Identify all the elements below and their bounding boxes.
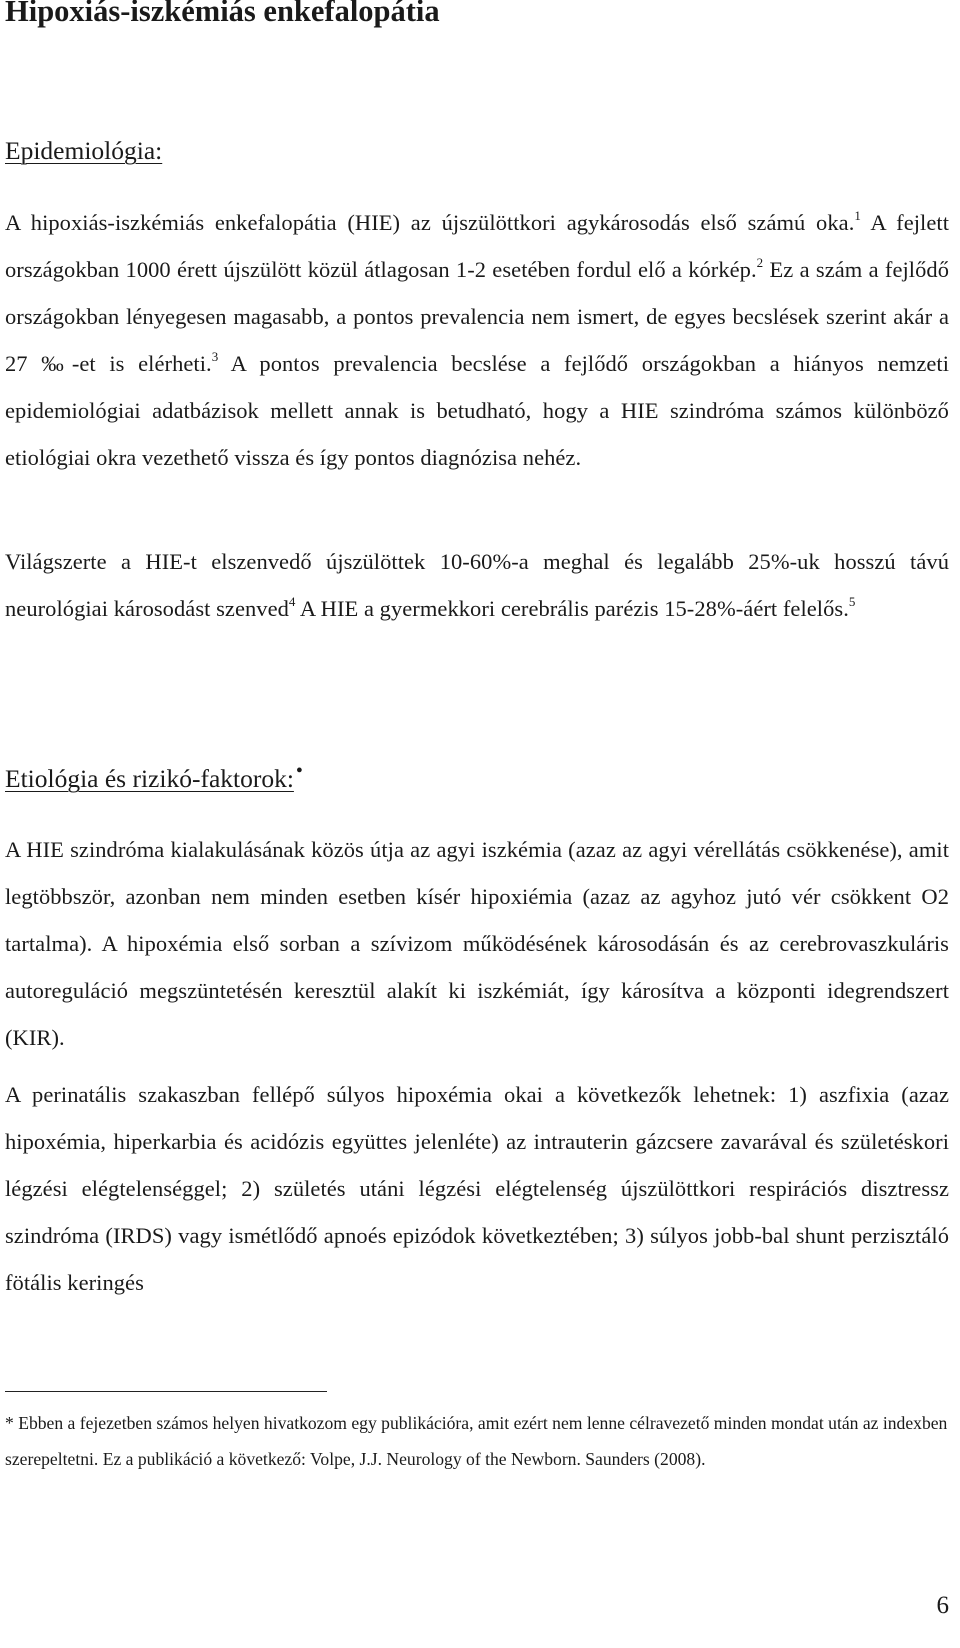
paragraph-epidemiology-2: Világszerte a HIE-t elszenvedő újszülöttek 10-60%-a meghal és legalább 25%-uk hosszú távú neurológiai károsodást szenved$^4$ A HIE a gyermekkori cerebrális parézis 15-28%-áért felelős.$^5$	[5, 549, 949, 621]
footnote-divider	[5, 1391, 327, 1392]
paragraph-epidemiology-1: A hipoxiás-iszkémiás enkefalopátia (HIE) az újszülöttkori agykárosodás első számú oka.$^1$ A fejlett országokban 1000 érett újszülött közül átlagosan 1-2 esetében fordul elő a kórkép.$^2$ Ez a szám a fejlődő országokban lényegesen magasabb, a pontos prevalencia nem ismert, de egyes becslések szerint akár a 27 ‰-et is elérheti.$^3$ A pontos prevalencia becslése a fejlődő országokban a hiányos nemzeti epidemiológiai adatbázisok mellett annak is betudható, hogy a HIE szindróma számos különböző etiológiai okra vezethető vissza és így pontos diagnózisa nehéz.	[5, 208, 949, 470]
citation-4: 4	[288, 594, 296, 609]
citation-3: 3	[211, 349, 219, 364]
section-heading-etiology: Etiológia és rizikó-faktorok: •	[5, 760, 303, 793]
paragraph-etiology-2: A perinatális szakaszban fellépő súlyos hipoxémia okai a következők lehetnek: 1) aszfixia (azaz hipoxémia, hiperkarbia és acidózis együttes jelenléte) az intrauterin gázcsere zavarával és születéskori légzési elégtelenséggel; 2) születés utáni légzési elégtelenség újszülöttkori respirációs disztressz szindróma (IRDS) vagy ismétlődő apnoés epizódok következtében; 3) súlyos jobb-bal shunt perzisztáló fötális keringés	[5, 1082, 949, 1295]
citation-5: 5	[848, 594, 856, 609]
section-heading-epidemiology: Epidemiológia:	[5, 136, 163, 165]
citation-2: 2	[756, 255, 764, 270]
footnote: * Ebben a fejezetben számos helyen hivatkozom egy publikációra, amit ezért nem lenne célravezető minden mondat után az indexben szerepeltetni. Ez a publikáció a következő: Volpe, J.J. Neurology of the Newborn. Saunders (2008).	[5, 1413, 948, 1469]
page-number: 6	[936, 1592, 949, 1619]
paragraph-etiology-1: A HIE szindróma kialakulásának közös útja az agyi iszkémia (azaz az agyi vérellátás csökkenése), amit legtöbbször, azonban nem minden esetben kísér hipoxiémia (azaz az agyhoz jutó vér csökkent O2 tartalma). A hipoxémia első sorban a szívizom működésének károsodásán és az cerebrovaszkuláris autoreguláció megszüntetésén keresztül alakít ki iszkémiát, így károsítva a központi idegrendszert (KIR).	[5, 837, 949, 1050]
citation-1: 1	[854, 208, 861, 223]
page-title: Hipoxiás-iszkémiás enkefalopátia	[5, 0, 440, 28]
